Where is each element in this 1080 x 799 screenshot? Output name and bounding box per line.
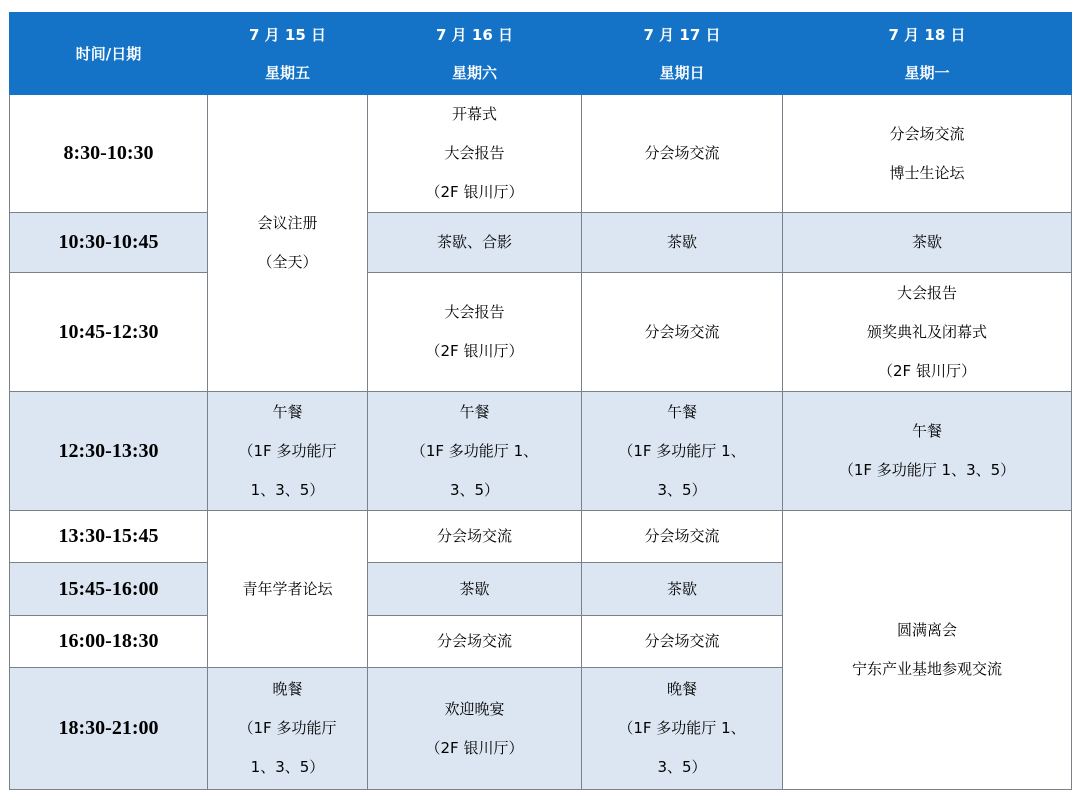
schedule-row — [10, 213, 1072, 273]
sun-session-cell: 分会场交流 — [582, 273, 783, 392]
header-row — [10, 13, 1072, 95]
sun-session-cell: 茶歇 — [582, 563, 783, 616]
time-slot: 8:30-10:30 — [10, 95, 208, 213]
mon-session-cell: 大会报告 颁奖典礼及闭幕式 （2F 银川厅） — [783, 273, 1072, 392]
fri-forum-cell: 青年学者论坛 — [208, 511, 368, 668]
time-slot: 10:30-10:45 — [10, 213, 208, 273]
mon-session-cell: 分会场交流 博士生论坛 — [783, 95, 1072, 213]
sat-session-cell: 分会场交流 — [368, 616, 582, 668]
sat-banquet-cell: 欢迎晚宴 （2F 银川厅） — [368, 668, 582, 790]
fri-lunch-cell: 午餐 （1F 多功能厅 1、3、5） — [208, 392, 368, 511]
sat-lunch-cell: 午餐 （1F 多功能厅 1、 3、5） — [368, 392, 582, 511]
schedule-row — [10, 95, 1072, 213]
sat-session-cell: 茶歇、合影 — [368, 213, 582, 273]
sat-session-cell: 开幕式 大会报告 （2F 银川厅） — [368, 95, 582, 213]
mon-closing-cell: 圆满离会 宁东产业基地参观交流 — [783, 511, 1072, 790]
header-day-sun: 7 月 17 日 星期日 — [582, 13, 783, 95]
header-day-fri: 7 月 15 日 星期五 — [208, 13, 368, 95]
sat-session-cell: 茶歇 — [368, 563, 582, 616]
schedule-row — [10, 511, 1072, 563]
sun-session-cell: 茶歇 — [582, 213, 783, 273]
fri-registration-cell: 会议注册 （全天） — [208, 95, 368, 392]
mon-lunch-cell: 午餐 （1F 多功能厅 1、3、5） — [783, 392, 1072, 511]
header-day-sat: 7 月 16 日 星期六 — [368, 13, 582, 95]
sun-dinner-cell: 晚餐 （1F 多功能厅 1、 3、5） — [582, 668, 783, 790]
time-slot: 15:45-16:00 — [10, 563, 208, 616]
schedule-row — [10, 392, 1072, 511]
time-slot: 13:30-15:45 — [10, 511, 208, 563]
sun-session-cell: 分会场交流 — [582, 511, 783, 563]
sun-session-cell: 分会场交流 — [582, 95, 783, 213]
time-slot: 10:45-12:30 — [10, 273, 208, 392]
sun-session-cell: 分会场交流 — [582, 616, 783, 668]
time-slot: 12:30-13:30 — [10, 392, 208, 511]
time-slot: 18:30-21:00 — [10, 668, 208, 790]
sat-session-cell: 大会报告 （2F 银川厅） — [368, 273, 582, 392]
fri-dinner-cell: 晚餐 （1F 多功能厅 1、3、5） — [208, 668, 368, 790]
mon-session-cell: 茶歇 — [783, 213, 1072, 273]
sun-lunch-cell: 午餐 （1F 多功能厅 1、 3、5） — [582, 392, 783, 511]
header-day-mon: 7 月 18 日 星期一 — [783, 13, 1072, 95]
header-corner: 时间/日期 — [10, 13, 208, 95]
schedule-table — [9, 12, 1072, 790]
sat-session-cell: 分会场交流 — [368, 511, 582, 563]
time-slot: 16:00-18:30 — [10, 616, 208, 668]
schedule-row — [10, 273, 1072, 392]
